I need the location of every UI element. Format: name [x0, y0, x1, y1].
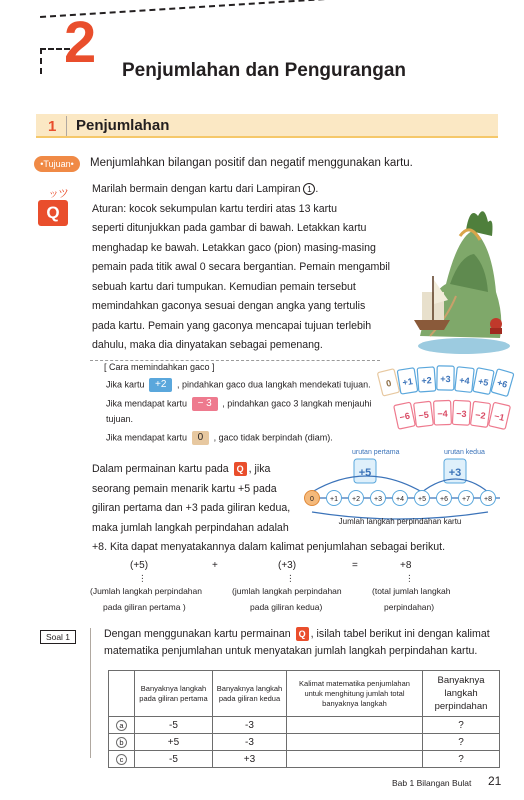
- card-top-4-label: +4: [458, 375, 471, 387]
- cell-first-a: -5: [135, 717, 213, 734]
- intro-line-6: sebuah kartu dari tumpukan. Kemudian pemain tersebut: [92, 280, 356, 293]
- eq-dots-a: ⋮: [138, 573, 147, 583]
- table-row: [109, 734, 500, 751]
- eq-equals: =: [352, 560, 358, 571]
- card-top-4: [455, 367, 474, 393]
- card-top-3-label: +3: [440, 373, 451, 385]
- game-line-3: giliran pertama dan +3 pada giliran kedua,: [92, 502, 291, 514]
- number-line-diagram: [296, 446, 508, 532]
- chapter-number: 2: [64, 10, 97, 75]
- card-bottom-5-label: −1: [493, 410, 506, 423]
- row-label-b: b: [116, 737, 127, 748]
- card-bottom-4: [470, 401, 490, 427]
- intro-line-3: seperti ditunjukkan pada gambar di bawah. Letakkan kartu: [92, 222, 367, 234]
- tick-label-6: +6: [440, 496, 448, 503]
- card-bottom-5: [489, 402, 511, 429]
- page-number: 21: [488, 774, 502, 788]
- tick-label-4: +4: [396, 496, 404, 503]
- card-top-0: [377, 369, 399, 396]
- answer-table: [108, 670, 500, 768]
- eq-plus: +: [212, 560, 218, 571]
- footer-chapter: Bab 1 Bilangan Bulat: [392, 778, 472, 788]
- table-row: [109, 751, 500, 768]
- card-top-2-label: +2: [421, 375, 433, 386]
- second-card-label: +3: [448, 467, 462, 479]
- card-top-6-label: +6: [495, 377, 509, 390]
- cell-second-a: -3: [213, 717, 287, 734]
- question-book-icon: Q: [38, 200, 68, 226]
- card-bottom-3: [452, 400, 470, 425]
- rule-line-1: Jika kartu +2 , pindahkan gaco dua langkah mendekati tujuan.: [106, 379, 371, 390]
- header-dashed-corner: [40, 48, 42, 74]
- cell-sentence-b[interactable]: [287, 734, 423, 751]
- card-fan: [376, 362, 516, 434]
- card-bottom-0-label: −6: [398, 410, 411, 423]
- eq-label-b-1: (jumlah langkah perpindahan: [232, 586, 342, 596]
- tick-label-2: +2: [352, 496, 360, 503]
- eq-term-b: (+3): [278, 560, 297, 571]
- table-header-row: [109, 671, 500, 717]
- eq-result: +8: [400, 560, 412, 571]
- island-illustration: [400, 196, 510, 354]
- eq-dots-c: ⋮: [405, 573, 414, 583]
- card-top-2: [417, 367, 436, 392]
- table-row: [109, 717, 500, 734]
- tujuan-badge: •Tujuan•: [34, 156, 80, 172]
- plus2-card-chip: +2: [149, 378, 172, 392]
- intro-line-9: dahulu, maka dia dinyatakan sebagai pemenang.: [92, 339, 323, 351]
- card-top-1: [397, 368, 418, 394]
- card-top-3: [437, 366, 454, 390]
- row-label-c: c: [116, 754, 127, 765]
- soal-line-1: Dengan menggunakan kartu permainan Q , isilah tabel berikut ini dengan kalimat: [104, 627, 490, 640]
- tick-label-8: +8: [484, 496, 492, 503]
- cell-first-b: +5: [135, 734, 213, 751]
- tujuan-text: Menjumlahkan bilangan positif dan negatif menggunakan kartu.: [90, 157, 413, 169]
- section-number: 1: [48, 118, 57, 135]
- game-line-2: seorang pemain menarik kartu +5 pada: [92, 482, 277, 495]
- row-label-a: a: [116, 720, 127, 731]
- rule-line-3: Jika mendapat kartu 0 , gaco tidak berpindah (diam).: [106, 432, 333, 443]
- table-header-second: Banyaknya langkah pada giliran kedua: [213, 671, 287, 717]
- game-line-1: Dalam permainan kartu pada Q , jika: [92, 463, 271, 475]
- eq-label-a-1: (Jumlah langkah perpindahan: [90, 586, 202, 596]
- card-top-6: [491, 369, 514, 397]
- card-bottom-4-label: −2: [474, 409, 487, 421]
- eq-label-c-1: (total jumlah langkah: [372, 586, 451, 596]
- cell-total-c: ?: [423, 751, 500, 768]
- table-header-blank: [109, 671, 135, 717]
- zero-card-chip: 0: [192, 431, 210, 445]
- tick-label-3: +3: [374, 496, 382, 503]
- chapter-title: Penjumlahan dan Pengurangan: [122, 60, 406, 81]
- tick-label-7: +7: [462, 496, 470, 503]
- q-inline-icon: Q: [234, 462, 247, 476]
- cell-second-b: -3: [213, 734, 287, 751]
- soal-line-2: matematika penjumlahan untuk menyatakan jumlah langkah perpindahan kartu.: [104, 645, 478, 657]
- card-top-1-label: +1: [401, 376, 414, 388]
- second-turn-label: urutan kedua: [444, 449, 485, 456]
- q-inline-icon-2: Q: [296, 627, 309, 641]
- card-bottom-1: [414, 401, 434, 427]
- tick-label-1: +1: [330, 496, 338, 503]
- table-header-sentence: Kalimat matematika penjumlahan untuk menghitung jumlah total banyaknya langkah: [287, 671, 423, 717]
- rule-line-2: Jika mendapat kartu − 3 , pindahkan gaco 3 langkah menjauhi: [106, 398, 372, 409]
- card-bottom-0: [394, 402, 416, 429]
- cell-first-c: -5: [135, 751, 213, 768]
- number-line-caption: Jumlah langkah perpindahan kartu: [338, 517, 462, 526]
- intro-line-4: menghadap ke bawah. Letakkan gaco (pion) masing-masing: [92, 241, 376, 254]
- header-dashed-line: [40, 0, 523, 18]
- eq-dots-b: ⋮: [286, 573, 295, 583]
- card-bottom-3-label: −3: [456, 408, 467, 420]
- section-divider: [66, 116, 67, 136]
- card-bottom-2-label: −4: [437, 408, 448, 419]
- spark-icon: ッツ: [48, 188, 68, 200]
- intro-line-1: Marilah bermain dengan kartu dari Lampiran 1 .: [92, 183, 319, 195]
- card-top-5-label: +5: [477, 376, 490, 388]
- intro-line-8: pada kartu. Pemain yang gaconya mencapai tujuan terlebih: [92, 319, 372, 332]
- kalimat-line: +8. Kita dapat menyatakannya dalam kalimat penjumlahan sebagai berikut.: [92, 541, 446, 553]
- rule-line-2-cont: tujuan.: [106, 414, 134, 424]
- cell-total-b: ?: [423, 734, 500, 751]
- intro-line-7: memindahkan gaconya sesuai dengan angka yang tertulis: [92, 300, 366, 312]
- rules-title: [ Cara memindahkan gaco ]: [104, 362, 215, 372]
- intro-line-2: Aturan: kocok sekumpulan kartu terdiri atas 13 kartu: [92, 202, 337, 215]
- cell-total-a: ?: [423, 717, 500, 734]
- lampiran-number: 1: [303, 183, 315, 195]
- card-bottom-2: [434, 400, 452, 425]
- table-header-total: Banyaknya langkah perpindahan: [423, 671, 500, 717]
- soal-badge: Soal 1: [40, 630, 76, 644]
- card-bottom-1-label: −5: [417, 409, 430, 421]
- section-title: Penjumlahan: [76, 117, 170, 134]
- cell-second-c: +3: [213, 751, 287, 768]
- intro-line-5: pemain pada titik awal 0 secara bergantian. Pemain mengambil: [92, 261, 390, 273]
- tick-label-5: +5: [418, 496, 426, 503]
- minus3-card-chip: − 3: [192, 397, 218, 411]
- eq-label-c-2: perpindahan): [384, 602, 435, 612]
- table-header-first: Banyaknya langkah pada giliran pertama: [135, 671, 213, 717]
- game-line-4: maka jumlah langkah perpindahan adalah: [92, 521, 289, 534]
- eq-label-a-2: pada giliran pertama ): [103, 602, 186, 612]
- eq-term-a: (+5): [130, 560, 149, 571]
- first-card-label: +5: [358, 467, 372, 479]
- tick-label-0: 0: [310, 496, 314, 503]
- eq-label-b-2: pada giliran kedua): [250, 602, 323, 612]
- cell-sentence-c[interactable]: [287, 751, 423, 768]
- soal-divider: [90, 628, 91, 758]
- first-turn-label: urutan pertama: [352, 449, 400, 456]
- card-top-0-label: 0: [385, 377, 393, 389]
- cell-sentence-a[interactable]: [287, 717, 423, 734]
